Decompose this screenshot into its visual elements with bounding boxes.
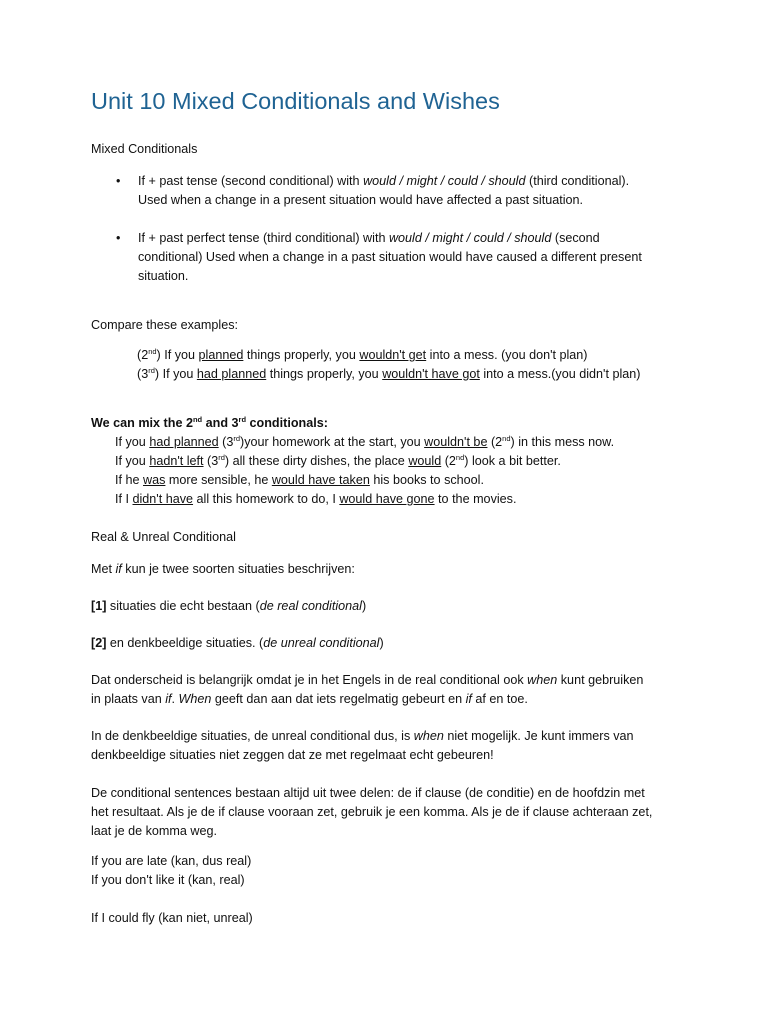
- bullet-2-line-3: situation.: [138, 269, 189, 283]
- example-real-2: If you don't like it (kan, real): [91, 873, 245, 887]
- compare-example-1: (2nd) If you planned things properly, you wouldn't get into a mess. (you don't plan): [137, 346, 588, 362]
- compare-heading: Compare these examples:: [91, 318, 238, 332]
- paragraph-when-line-2: in plaats van if. When geeft dan aan dat iets regelmatig gebeurt en if af en toe.: [91, 692, 528, 706]
- mix-example-2: If you hadn't left (3rd) all these dirty dishes, the place would (2nd) look a bit better.: [115, 452, 561, 468]
- paragraph-clauses-line-2: het resultaat. Als je de if clause vooraan zet, gebruik je een komma. Als je de if clause achteraan zet,: [91, 805, 653, 819]
- mix-example-3: If he was more sensible, he would have taken his books to school.: [115, 473, 484, 487]
- paragraph-when-line-1: Dat onderscheid is belangrijk omdat je in het Engels in de real conditional ook when kunt gebruiken: [91, 673, 644, 687]
- compare-example-2: (3rd) If you had planned things properly, you wouldn't have got into a mess.(you didn't plan): [137, 365, 641, 381]
- intro-paragraph: Met if kun je twee soorten situaties beschrijven:: [91, 562, 355, 576]
- bullet-1-line-2: Used when a change in a present situation would have affected a past situation.: [138, 193, 584, 207]
- bullet-2-line-1: If + past perfect tense (third conditional) with would / might / could / should (second: [138, 231, 600, 245]
- mix-heading: We can mix the 2nd and 3rd conditionals:: [91, 414, 328, 430]
- paragraph-unreal-line-1: In de denkbeeldige situaties, de unreal conditional dus, is when niet mogelijk. Je kunt immers van: [91, 729, 634, 743]
- example-unreal: If I could fly (kan niet, unreal): [91, 911, 253, 925]
- paragraph-unreal-line-2: denkbeeldige situaties niet zeggen dat ze met regelmaat echt gebeuren!: [91, 748, 494, 762]
- list-item-1: [1] situaties die echt bestaan (de real conditional): [91, 599, 367, 613]
- mix-example-4: If I didn't have all this homework to do, I would have gone to the movies.: [115, 492, 517, 506]
- mix-example-1: If you had planned (3rd)your homework at the start, you wouldn't be (2nd) in this mess now.: [115, 433, 615, 449]
- example-real-1: If you are late (kan, dus real): [91, 854, 252, 868]
- section-heading-real-unreal: Real & Unreal Conditional: [91, 530, 236, 544]
- paragraph-clauses-line-1: De conditional sentences bestaan altijd uit twee delen: de if clause (de conditie) en de hoofdzin met: [91, 786, 645, 800]
- bullet-icon: •: [116, 174, 121, 188]
- section-heading-mixed: Mixed Conditionals: [91, 142, 198, 156]
- bullet-2-line-2: conditional) Used when a change in a past situation would have caused a different present: [138, 250, 642, 264]
- bullet-icon: •: [116, 231, 121, 245]
- page-title: Unit 10 Mixed Conditionals and Wishes: [91, 88, 500, 114]
- paragraph-clauses-line-3: laat je de komma weg.: [91, 824, 217, 838]
- list-item-2: [2] en denkbeeldige situaties. (de unreal conditional): [91, 636, 384, 650]
- bullet-1-line-1: If + past tense (second conditional) with would / might / could / should (third conditional).: [138, 174, 630, 188]
